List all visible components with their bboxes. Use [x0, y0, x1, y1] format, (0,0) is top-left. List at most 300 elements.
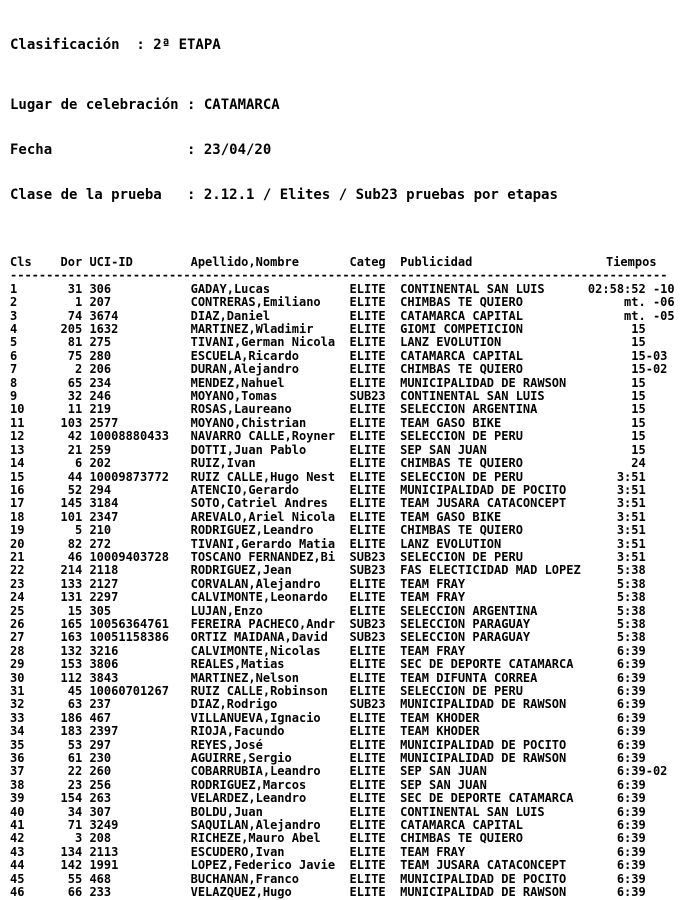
cell-publicidad: CONTINENTAL SAN LUIS: [400, 805, 545, 819]
cell-publicidad: FAS ELECTICIDAD MAD LOPEZ: [400, 564, 581, 578]
cell-publicidad: CHIMBAS TE QUIERO: [400, 457, 523, 471]
cell-uci-id: 3843: [89, 671, 119, 685]
cell-apellido-nombre: FEREIRA PACHECO,Andr: [190, 617, 336, 631]
cell-apellido-nombre: RIOJA,Facundo: [190, 725, 285, 739]
cell-publicidad: TEAM KHODER: [400, 725, 480, 739]
cell-tiempos: 15: [587, 376, 675, 390]
cell-categ: ELITE: [349, 859, 386, 873]
cell-categ: SUB23: [349, 390, 386, 404]
cell-apellido-nombre: AGUIRRE,Sergio: [190, 752, 292, 766]
cell-dor: 63: [67, 698, 83, 712]
cell-dor: 75: [67, 349, 83, 363]
header-dor: Dor: [60, 256, 83, 269]
cell-apellido-nombre: DOTTI,Juan Pablo: [190, 443, 307, 457]
cell-categ: ELITE: [349, 765, 386, 779]
cell-dor: 45: [67, 685, 83, 698]
cell-categ: ELITE: [349, 738, 386, 752]
cell-cls: 28: [10, 644, 25, 658]
table-row: [10, 886, 699, 899]
cell-uci-id: 1991: [89, 859, 119, 873]
cell-apellido-nombre: ESCUELA,Ricardo: [190, 349, 299, 363]
cell-publicidad: CATAMARCA CAPITAL: [400, 349, 523, 363]
cell-cls: 34: [10, 725, 25, 739]
cell-uci-id: 210: [89, 524, 112, 538]
table-row: [10, 430, 699, 443]
cell-uci-id: 3216: [89, 644, 119, 658]
cell-categ: ELITE: [349, 711, 386, 725]
table-row: [10, 752, 699, 765]
cell-categ: ELITE: [349, 872, 386, 886]
header-apellido-nombre: Apellido,Nombre: [190, 256, 299, 269]
cell-publicidad: CATAMARCA CAPITAL: [400, 309, 523, 323]
cell-publicidad: SEP SAN JUAN: [400, 765, 487, 779]
cell-apellido-nombre: MARTINEZ,Wladimir: [190, 323, 314, 337]
cell-dor: 134: [60, 845, 83, 859]
cell-tiempos: 3:51: [587, 537, 675, 551]
cell-tiempos: mt. -06: [587, 296, 675, 310]
cell-apellido-nombre: TIVANI,Gerardo Matia: [190, 537, 336, 551]
cell-tiempos: 15: [587, 403, 675, 417]
cell-dor: 32: [67, 390, 83, 404]
cell-publicidad: TEAM FRAY: [400, 577, 466, 591]
cell-apellido-nombre: SOTO,Catriel Andres: [190, 497, 328, 511]
cell-categ: ELITE: [349, 510, 386, 524]
cell-dor: 74: [67, 309, 83, 323]
cell-categ: ELITE: [349, 886, 386, 900]
table-row: [10, 658, 699, 671]
cell-tiempos: 5:38: [587, 577, 675, 591]
cell-publicidad: MUNICIPALIDAD DE RAWSON: [400, 886, 567, 900]
table-row: [10, 484, 699, 497]
table-row: [10, 471, 699, 484]
cell-apellido-nombre: BOLDU,Juan: [190, 805, 263, 819]
cell-publicidad: CHIMBAS TE QUIERO: [400, 363, 523, 377]
cell-uci-id: 219: [89, 403, 112, 417]
cell-categ: ELITE: [349, 832, 386, 846]
cell-cls: 9: [10, 390, 18, 404]
cell-cls: 24: [10, 591, 25, 605]
cell-categ: ELITE: [349, 845, 386, 859]
cell-categ: SUB23: [349, 617, 386, 631]
table-row: [10, 578, 699, 591]
header-categ: Categ: [349, 256, 386, 269]
cell-publicidad: SELECCION PARAGUAY: [400, 631, 531, 645]
cell-uci-id: 1632: [89, 323, 119, 337]
table-row: [10, 377, 699, 390]
cell-apellido-nombre: LUJAN,Enzo: [190, 604, 263, 618]
cell-tiempos: 15: [587, 336, 675, 350]
cell-cls: 22: [10, 564, 25, 578]
cell-publicidad: SELECCION DE PERU: [400, 430, 523, 444]
cell-uci-id: 305: [89, 604, 112, 618]
header-publicidad: Publicidad: [400, 256, 473, 269]
cell-categ: ELITE: [349, 363, 386, 377]
cell-publicidad: LANZ EVOLUTION: [400, 537, 502, 551]
cell-uci-id: 207: [89, 296, 112, 310]
cell-categ: ELITE: [349, 671, 386, 685]
table-row: [10, 859, 699, 872]
cell-categ: ELITE: [349, 416, 386, 430]
cell-cls: 23: [10, 577, 25, 591]
cell-tiempos: 6:39: [587, 819, 675, 833]
cell-tiempos: 6:39: [587, 711, 675, 725]
cell-cls: 45: [10, 872, 25, 886]
cell-apellido-nombre: ESCUDERO,Ivan: [190, 845, 285, 859]
cell-uci-id: 10009403728: [89, 550, 169, 564]
cell-uci-id: 3674: [89, 309, 119, 323]
cell-publicidad: CONTINENTAL SAN LUIS: [400, 282, 545, 296]
cell-categ: SUB23: [349, 550, 386, 564]
cell-categ: ELITE: [349, 443, 386, 457]
table-row: [10, 792, 699, 805]
cell-cls: 29: [10, 658, 25, 672]
cell-cls: 41: [10, 819, 25, 833]
cell-categ: ELITE: [349, 644, 386, 658]
table-row: [10, 350, 699, 363]
cell-dor: 142: [60, 859, 83, 873]
cell-dor: 65: [67, 376, 83, 390]
cell-dor: 55: [67, 872, 83, 886]
cell-publicidad: SEP SAN JUAN: [400, 778, 487, 792]
cell-cls: 14: [10, 457, 25, 471]
cell-uci-id: 246: [89, 390, 112, 404]
cell-categ: SUB23: [349, 564, 386, 578]
cell-cls: 8: [10, 376, 18, 390]
cell-tiempos: 3:51: [587, 483, 675, 497]
table-row: [10, 672, 699, 685]
cell-uci-id: 260: [89, 765, 112, 779]
info-line-venue: Lugar de celebración : CATAMARCA: [10, 97, 280, 113]
cell-uci-id: 2397: [89, 725, 119, 739]
cell-dor: 71: [67, 819, 83, 833]
cell-categ: SUB23: [349, 698, 386, 712]
cell-categ: ELITE: [349, 591, 386, 605]
cell-tiempos: 6:39: [587, 671, 675, 685]
cell-categ: ELITE: [349, 349, 386, 363]
cell-apellido-nombre: MENDEZ,Nahuel: [190, 376, 285, 390]
cell-publicidad: TEAM GASO BIKE: [400, 416, 502, 430]
cell-publicidad: SELECCION PARAGUAY: [400, 617, 531, 631]
cell-apellido-nombre: TIVANI,German Nicola: [190, 336, 336, 350]
cell-apellido-nombre: RODRIGUEZ,Marcos: [190, 778, 307, 792]
cell-tiempos: mt. -05: [587, 309, 675, 323]
cell-uci-id: 263: [89, 792, 112, 806]
results-rows: [10, 283, 699, 900]
cell-publicidad: TEAM KHODER: [400, 711, 480, 725]
table-row: [10, 497, 699, 510]
cell-tiempos: 5:38: [587, 617, 675, 631]
cell-apellido-nombre: TOSCANO FERNANDEZ,Bi: [190, 550, 336, 564]
cell-tiempos: 5:38: [587, 604, 675, 618]
cell-tiempos: 6:39: [587, 725, 675, 739]
cell-publicidad: MUNICIPALIDAD DE RAWSON: [400, 698, 567, 712]
cell-tiempos: 3:51: [587, 550, 675, 564]
cell-dor: 165: [60, 617, 83, 631]
cell-uci-id: 275: [89, 336, 112, 350]
cell-dor: 101: [60, 510, 83, 524]
table-row: [10, 538, 699, 551]
cell-tiempos: 3:51: [587, 497, 675, 511]
cell-cls: 4: [10, 323, 18, 337]
cell-categ: ELITE: [349, 577, 386, 591]
cell-apellido-nombre: COBARRUBIA,Leandro: [190, 765, 321, 779]
cell-dor: 205: [60, 323, 83, 337]
cell-publicidad: SELECCION DE PERU: [400, 550, 523, 564]
cell-apellido-nombre: BUCHANAN,Franco: [190, 872, 299, 886]
cell-tiempos: 15: [587, 443, 675, 457]
table-row: [10, 631, 699, 644]
cell-categ: ELITE: [349, 336, 386, 350]
cell-dor: 214: [60, 564, 83, 578]
cell-tiempos: 6:39: [587, 698, 675, 712]
cell-categ: ELITE: [349, 685, 386, 698]
cell-publicidad: SELECCION DE PERU: [400, 470, 523, 484]
cell-cls: 31: [10, 685, 25, 698]
cell-tiempos: 6:39: [587, 872, 675, 886]
cell-cls: 5: [10, 336, 18, 350]
cell-publicidad: MUNICIPALIDAD DE POCITO: [400, 483, 567, 497]
cell-dor: 112: [60, 671, 83, 685]
cell-apellido-nombre: CALVIMONTE,Leonardo: [190, 591, 328, 605]
cell-uci-id: 230: [89, 752, 112, 766]
table-row: [10, 779, 699, 792]
cell-publicidad: SELECCION DE PERU: [400, 685, 523, 698]
cell-uci-id: 10056364761: [89, 617, 169, 631]
cell-apellido-nombre: SAQUILAN,Alejandro: [190, 819, 321, 833]
table-row: [10, 444, 699, 457]
cell-publicidad: CHIMBAS TE QUIERO: [400, 832, 523, 846]
cell-dor: 15: [67, 604, 83, 618]
cell-categ: ELITE: [349, 309, 386, 323]
cell-dor: 66: [67, 886, 83, 900]
cell-categ: ELITE: [349, 778, 386, 792]
cell-dor: 22: [67, 765, 83, 779]
cell-uci-id: 280: [89, 349, 112, 363]
cell-publicidad: CHIMBAS TE QUIERO: [400, 296, 523, 310]
table-row: [10, 403, 699, 416]
table-row: [10, 873, 699, 886]
cell-dor: 23: [67, 778, 83, 792]
cell-tiempos: 6:39: [587, 738, 675, 752]
cell-tiempos: 6:39: [587, 752, 675, 766]
cell-cls: 44: [10, 859, 25, 873]
cell-tiempos: 3:51: [587, 510, 675, 524]
cell-cls: 43: [10, 845, 25, 859]
cell-cls: 21: [10, 550, 25, 564]
cell-uci-id: 468: [89, 872, 112, 886]
cell-dor: 82: [67, 537, 83, 551]
cell-cls: 35: [10, 738, 25, 752]
cell-uci-id: 259: [89, 443, 112, 457]
cell-uci-id: 2127: [89, 577, 119, 591]
cell-uci-id: 2577: [89, 416, 119, 430]
cell-cls: 12: [10, 430, 25, 444]
cell-uci-id: 3249: [89, 819, 119, 833]
cell-tiempos: 24: [587, 457, 675, 471]
cell-cls: 40: [10, 805, 25, 819]
table-row: [10, 323, 699, 336]
table-row: [10, 511, 699, 524]
cell-tiempos: 3:51: [587, 470, 675, 484]
cell-publicidad: SEC DE DEPORTE CATAMARCA: [400, 658, 574, 672]
cell-publicidad: MUNICIPALIDAD DE RAWSON: [400, 752, 567, 766]
cell-tiempos: 6:39: [587, 845, 675, 859]
cell-uci-id: 206: [89, 363, 112, 377]
cell-cls: 13: [10, 443, 25, 457]
cell-tiempos: 02:58:52 -10: [587, 282, 675, 296]
cell-uci-id: 306: [89, 282, 112, 296]
table-header-row: [10, 256, 699, 269]
cell-uci-id: 208: [89, 832, 112, 846]
cell-cls: 42: [10, 832, 25, 846]
cell-tiempos: 6:39: [587, 805, 675, 819]
cell-uci-id: 10051158386: [89, 631, 169, 645]
cell-uci-id: 3184: [89, 497, 119, 511]
cell-tiempos: 6:39-02: [587, 765, 675, 779]
cell-apellido-nombre: VELARDEZ,Leandro: [190, 792, 307, 806]
cell-apellido-nombre: DIAZ,Daniel: [190, 309, 271, 323]
cell-publicidad: SEC DE DEPORTE CATAMARCA: [400, 792, 574, 806]
cell-apellido-nombre: CORVALAN,Alejandro: [190, 577, 321, 591]
document-header: [10, 8, 699, 233]
cell-tiempos: 15-03: [587, 349, 675, 363]
cell-categ: ELITE: [349, 805, 386, 819]
cell-categ: SUB23: [349, 631, 386, 645]
cell-uci-id: 2113: [89, 845, 119, 859]
cell-publicidad: GIOMI COMPETICION: [400, 323, 523, 337]
cell-apellido-nombre: REALES,Matias: [190, 658, 285, 672]
table-row: [10, 296, 699, 309]
cell-publicidad: CONTINENTAL SAN LUIS: [400, 390, 545, 404]
cell-publicidad: SEP SAN JUAN: [400, 443, 487, 457]
cell-apellido-nombre: RUIZ,Ivan: [190, 457, 256, 471]
cell-cls: 27: [10, 631, 25, 645]
cell-publicidad: SELECCION ARGENTINA: [400, 403, 538, 417]
cell-cls: 25: [10, 604, 25, 618]
cell-uci-id: 294: [89, 483, 112, 497]
cell-tiempos: 15: [587, 390, 675, 404]
cell-uci-id: 2347: [89, 510, 119, 524]
cell-dor: 81: [67, 336, 83, 350]
cell-uci-id: 297: [89, 738, 112, 752]
cell-cls: 7: [10, 363, 18, 377]
cell-dor: 11: [67, 403, 83, 417]
cell-uci-id: 307: [89, 805, 112, 819]
cell-uci-id: 202: [89, 457, 112, 471]
cell-dor: 52: [67, 483, 83, 497]
table-row: [10, 310, 699, 323]
cell-uci-id: 233: [89, 886, 112, 900]
cell-cls: 15: [10, 470, 25, 484]
cell-tiempos: 6:39: [587, 658, 675, 672]
cell-dor: 42: [67, 430, 83, 444]
cell-dor: 6: [75, 457, 83, 471]
cell-uci-id: 234: [89, 376, 112, 390]
cell-cls: 37: [10, 765, 25, 779]
cell-apellido-nombre: AREVALO,Ariel Nicola: [190, 510, 336, 524]
cell-categ: ELITE: [349, 282, 386, 296]
cell-categ: ELITE: [349, 497, 386, 511]
cell-categ: ELITE: [349, 376, 386, 390]
cell-dor: 133: [60, 577, 83, 591]
cell-uci-id: 467: [89, 711, 112, 725]
cell-cls: 2: [10, 296, 18, 310]
cell-apellido-nombre: ROSAS,Laureano: [190, 403, 292, 417]
cell-categ: ELITE: [349, 819, 386, 833]
cell-cls: 33: [10, 711, 25, 725]
cell-publicidad: MUNICIPALIDAD DE RAWSON: [400, 376, 567, 390]
cell-apellido-nombre: NAVARRO CALLE,Royner: [190, 430, 336, 444]
cell-tiempos: 15-02: [587, 363, 675, 377]
cell-dor: 1: [75, 296, 83, 310]
cell-cls: 17: [10, 497, 25, 511]
cell-cls: 10: [10, 403, 25, 417]
cell-publicidad: CATAMARCA CAPITAL: [400, 819, 523, 833]
cell-cls: 3: [10, 309, 18, 323]
cell-tiempos: 6:39: [587, 778, 675, 792]
cell-dor: 2: [75, 363, 83, 377]
cell-publicidad: TEAM FRAY: [400, 644, 466, 658]
cell-apellido-nombre: LOPEZ,Federico Javie: [190, 859, 336, 873]
cell-uci-id: 256: [89, 778, 112, 792]
cell-apellido-nombre: MOYANO,Chistrian: [190, 416, 307, 430]
table-row: [10, 739, 699, 752]
cell-apellido-nombre: RUIZ CALLE,Hugo Nest: [190, 470, 336, 484]
cell-cls: 18: [10, 510, 25, 524]
cell-dor: 154: [60, 792, 83, 806]
cell-dor: 186: [60, 711, 83, 725]
cell-tiempos: 5:38: [587, 631, 675, 645]
cell-categ: ELITE: [349, 470, 386, 484]
table-row: [10, 551, 699, 564]
cell-uci-id: 10060701267: [89, 685, 169, 698]
cell-categ: ELITE: [349, 323, 386, 337]
cell-publicidad: MUNICIPALIDAD DE POCITO: [400, 738, 567, 752]
cell-cls: 19: [10, 524, 25, 538]
cell-apellido-nombre: MARTINEZ,Nelson: [190, 671, 299, 685]
cell-tiempos: 6:39: [587, 832, 675, 846]
cell-publicidad: TEAM FRAY: [400, 591, 466, 605]
header-cls: Cls: [10, 256, 32, 269]
cell-tiempos: 6:39: [587, 792, 675, 806]
table-row: [10, 846, 699, 859]
cell-cls: 11: [10, 416, 25, 430]
cell-categ: ELITE: [349, 725, 386, 739]
table-row: [10, 564, 699, 577]
cell-tiempos: 6:39: [587, 886, 675, 900]
table-row: [10, 457, 699, 470]
cell-dor: 53: [67, 738, 83, 752]
cell-apellido-nombre: ATENCIO,Gerardo: [190, 483, 299, 497]
cell-cls: 26: [10, 617, 25, 631]
table-row: [10, 605, 699, 618]
cell-categ: ELITE: [349, 296, 386, 310]
cell-cls: 1: [10, 282, 18, 296]
cell-publicidad: MUNICIPALIDAD DE POCITO: [400, 872, 567, 886]
cell-dor: 34: [67, 805, 83, 819]
cell-dor: 153: [60, 658, 83, 672]
cell-tiempos: 3:51: [587, 524, 675, 538]
table-row: [10, 363, 699, 376]
table-row: [10, 283, 699, 296]
cell-cls: 30: [10, 671, 25, 685]
cell-dor: 131: [60, 591, 83, 605]
table-row: [10, 685, 699, 698]
table-row: [10, 618, 699, 631]
cell-publicidad: TEAM JUSARA CATACONCEPT: [400, 497, 567, 511]
table-row: [10, 524, 699, 537]
cell-apellido-nombre: DURAN,Alejandro: [190, 363, 299, 377]
